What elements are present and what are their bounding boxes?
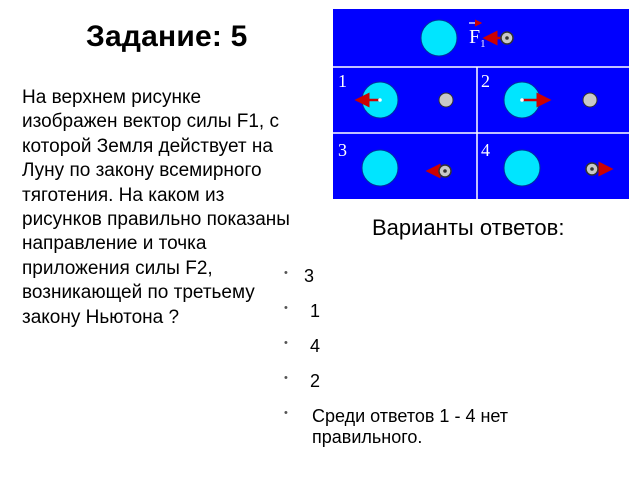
panel-label-1: 1	[338, 71, 347, 91]
earth-4	[504, 150, 540, 186]
answer-label: 3	[304, 266, 315, 286]
answer-option-1[interactable]	[284, 266, 614, 287]
moon-2	[583, 93, 597, 107]
panel-label-3: 3	[338, 140, 347, 160]
force-label: $F_1$	[469, 26, 486, 50]
answer-label: 4	[310, 336, 321, 356]
force-figure	[333, 9, 629, 199]
answer-option-4[interactable]	[284, 371, 614, 392]
answer-label: 2	[310, 371, 321, 391]
force-diagram	[333, 9, 629, 199]
answer-option-3[interactable]	[284, 336, 614, 357]
answer-options	[284, 266, 614, 462]
question-text: На верхнем рисунке изображен вектор силы F1, с которой Земля действует на Луну по закону всемирного тяготения. На каком из рисунков правильно показаны направление и точка приложения силы F2, возникающей по третьему закону Ньютона ?	[22, 87, 290, 328]
answer-label: Среди ответов 1 - 4 нет правильного.	[312, 406, 509, 447]
panel-label-2: 2	[481, 71, 490, 91]
panel-label-4: 4	[481, 140, 490, 160]
answer-label: 1	[310, 301, 321, 321]
earth-3	[362, 150, 398, 186]
answer-option-5[interactable]	[284, 406, 614, 448]
moon-1	[439, 93, 453, 107]
earth-top	[421, 20, 457, 56]
task-title: Задание: 5	[86, 20, 248, 53]
answers-heading: Варианты ответов:	[372, 215, 565, 240]
answer-option-2[interactable]	[284, 301, 614, 322]
